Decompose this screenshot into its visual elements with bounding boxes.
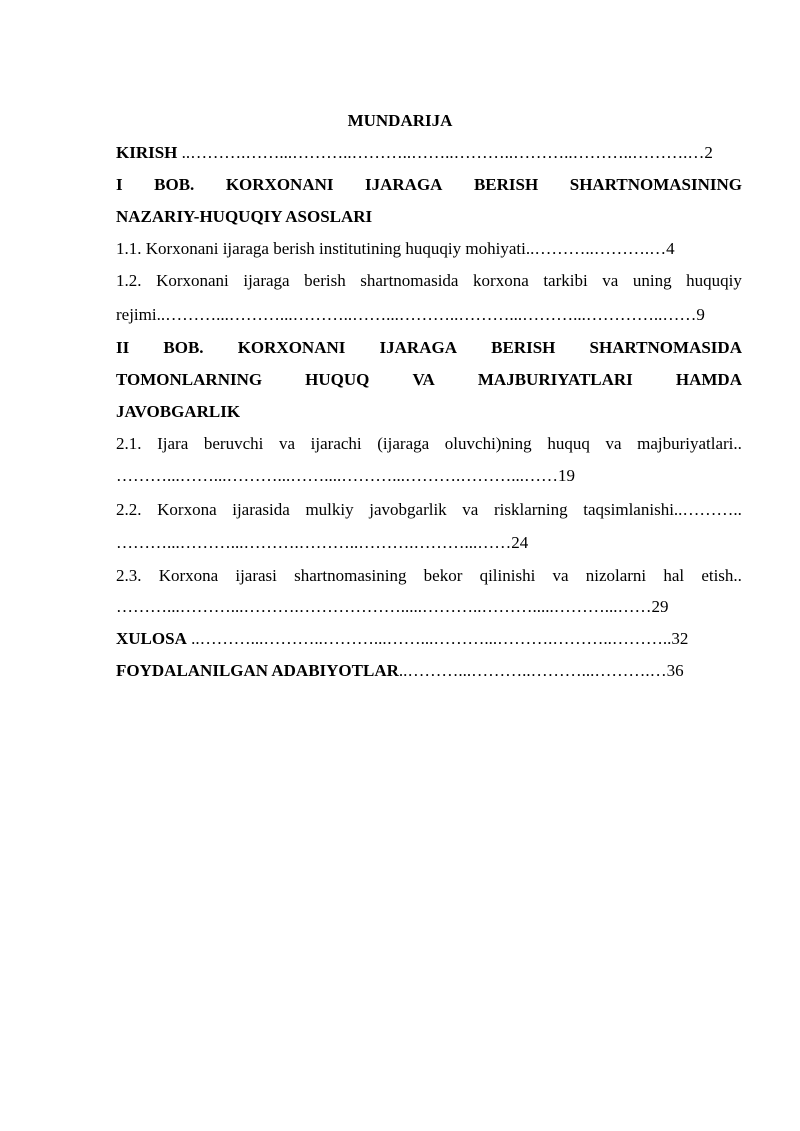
s1-2-leader: rejimi..………...………...………..……...………..………...………...…………..…… (116, 305, 697, 324)
s1-1-text: 1.1. Korxonani ijaraga berish institutining huquqiy mohiyati..………..……….… (116, 239, 667, 258)
s1-2-word: korxona (473, 271, 529, 290)
s1-2-word: shartnomasida (360, 271, 459, 290)
chapter1-word: SHARTNOMASINING (569, 175, 742, 194)
chapter2-word: KORXONANI (237, 338, 346, 357)
s1-2-word: uning (632, 271, 672, 290)
chapter2-word: HAMDA (675, 370, 742, 389)
s2-1-leader: ………...……...………...……....………...……….………...…… (116, 466, 558, 485)
s2-1-word: 2.1. (116, 434, 142, 453)
toc-entry-2-1-line2[interactable] (116, 466, 742, 486)
chapter1-word: I (116, 175, 123, 194)
s1-2-word: berish (304, 271, 346, 290)
toc-title: MUNDARIJA (347, 111, 453, 130)
chapter1-word: IJARAGA (365, 175, 443, 194)
s1-2-word: 1.2. (116, 271, 142, 290)
chapter2-word: IJARAGA (379, 338, 457, 357)
s2-3-word: etish.. (701, 566, 742, 585)
toc-entry-1-1[interactable] (116, 239, 742, 259)
s2-1-word: (ijaraga (377, 434, 430, 453)
references-leader: ..………...………..………...……….… (398, 661, 667, 680)
s2-3-page: 29 (651, 597, 669, 616)
intro-page: 2 (704, 143, 713, 162)
s2-2-word: taqsimlanishi..……….. (583, 500, 742, 519)
chapter2-word: TOMONLARNING (116, 370, 263, 389)
intro-leader: ..……….……...………..………..……..………..………..………..……….… (177, 143, 705, 162)
s2-3-word: bekor (423, 566, 463, 585)
toc-chapter-2-heading-line2[interactable] (116, 370, 742, 390)
s2-3-leader: ………...………...……….……………….....………..……….....………...…… (116, 597, 652, 616)
references-page: 36 (666, 661, 684, 680)
s1-2-word: Korxonani (156, 271, 229, 290)
toc-entry-conclusion[interactable] (116, 629, 742, 649)
toc-entry-1-2-line1[interactable] (116, 271, 742, 291)
chapter1-word: KORXONANI (225, 175, 334, 194)
s1-2-page: 9 (696, 305, 705, 324)
chapter2-word: SHARTNOMASIDA (589, 338, 742, 357)
chapter2-word: VA (412, 370, 435, 389)
toc-entry-2-3-line1[interactable] (116, 566, 742, 586)
toc-entry-2-3-line2[interactable] (116, 597, 742, 617)
toc-entry-references[interactable] (116, 661, 742, 681)
chapter2-word: MAJBURIYATLARI (477, 370, 633, 389)
s2-2-word: risklarning (493, 500, 568, 519)
s2-2-word: mulkiy (305, 500, 354, 519)
s1-2-word: ijaraga (243, 271, 290, 290)
references-label: FOYDALANILGAN ADABIYOTLAR (116, 661, 399, 680)
chapter2-word: BOB. (163, 338, 204, 357)
s2-3-word: qilinishi (479, 566, 536, 585)
toc-chapter-2-heading-line3[interactable]: JAVOBGARLIK (116, 402, 241, 421)
s2-1-word: oluvchi)ning (444, 434, 532, 453)
s2-1-word: huquq (547, 434, 590, 453)
s2-2-word: va (462, 500, 479, 519)
s2-2-word: ijarasida (232, 500, 290, 519)
toc-chapter-2-heading-line1[interactable] (116, 338, 742, 358)
s2-3-word: va (552, 566, 569, 585)
s1-2-word: tarkibi (543, 271, 588, 290)
intro-label: KIRISH (116, 143, 178, 162)
toc-entry-2-2-line2[interactable] (116, 533, 742, 553)
chapter1-word: BOB. (154, 175, 195, 194)
s2-1-page: 19 (558, 466, 575, 485)
chapter2-word: II (116, 338, 130, 357)
s2-1-word: va (605, 434, 622, 453)
toc-chapter-1-heading-line1[interactable] (116, 175, 742, 195)
conclusion-label: XULOSA (116, 629, 187, 648)
s1-2-word: huquqiy (686, 271, 742, 290)
toc-entry-intro[interactable] (116, 143, 742, 163)
s2-3-word: hal (663, 566, 685, 585)
s1-2-word: va (602, 271, 619, 290)
s2-1-word: ijarachi (310, 434, 362, 453)
toc-entry-1-2-line2[interactable] (116, 305, 742, 325)
s2-2-page: 24 (511, 533, 529, 552)
s2-3-word: ijarasi (235, 566, 277, 585)
s2-3-word: nizolarni (585, 566, 647, 585)
s2-3-word: 2.3. (116, 566, 142, 585)
s2-3-word: Korxona (158, 566, 219, 585)
chapter1-word: BERISH (473, 175, 539, 194)
chapter2-word: HUQUQ (305, 370, 370, 389)
s2-2-word: Korxona (157, 500, 217, 519)
conclusion-page: 32 (671, 629, 689, 648)
s2-1-word: Ijara (157, 434, 189, 453)
toc-entry-2-2-line1[interactable] (116, 500, 742, 520)
s2-2-word: 2.2. (116, 500, 142, 519)
s2-2-leader: ………...………...……….………..……….………...…… (116, 533, 512, 552)
conclusion-leader: ..………...………..………...……...………...……….………..……….. (186, 629, 672, 648)
s2-3-word: shartnomasining (294, 566, 407, 585)
s2-1-word: va (279, 434, 296, 453)
toc-chapter-1-heading-line2[interactable]: NAZARIY-HUQUQIY ASOSLARI (116, 207, 373, 226)
s2-1-word: beruvchi (203, 434, 264, 453)
s2-2-word: javobgarlik (369, 500, 447, 519)
s2-1-word: majburiyatlari.. (637, 434, 742, 453)
s1-1-page: 4 (666, 239, 675, 258)
toc-entry-2-1-line1[interactable] (116, 434, 742, 454)
chapter2-word: BERISH (491, 338, 556, 357)
